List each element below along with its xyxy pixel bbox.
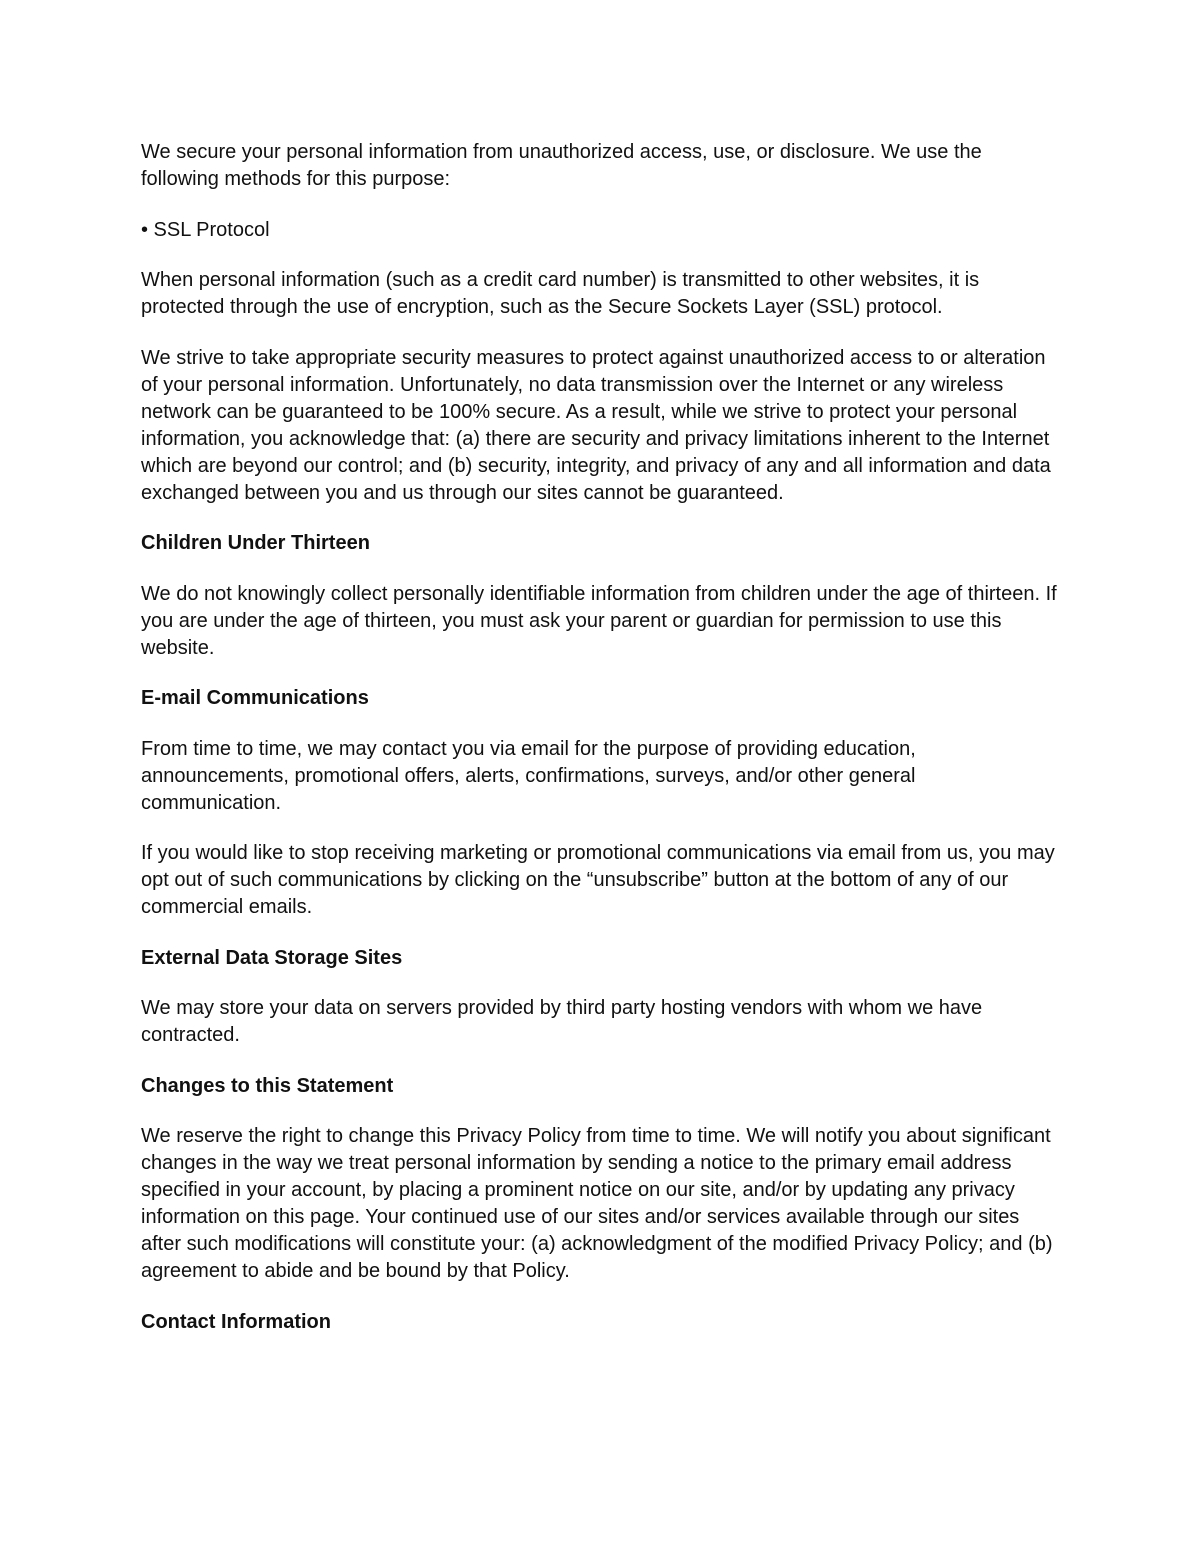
changes-paragraph: We reserve the right to change this Privacy Policy from time to time. We will notify you about significant changes in the way we treat personal information by sending a notice to the primary email address specified in your account, by placing a prominent notice on our site, and/or by updating any privacy information on this page. Your continued use of our sites and/or services available through our sites after such modifications will constitute your: (a) acknowledgment of the modified Privacy Policy; and (b) agreement to abide and be bound by that Policy. xyxy=(141,1125,1053,1282)
ssl-paragraph: When personal information (such as a credit card number) is transmitted to other websites, it is protected through the use of encryption, such as the Secure Sockets Layer (SSL) protocol. xyxy=(141,269,980,318)
email-heading: E-mail Communications xyxy=(141,687,369,709)
children-heading: Children Under Thirteen xyxy=(141,532,370,554)
security-intro-paragraph: We secure your personal information from unauthorized access, use, or disclosure. We use the following methods for this purpose: xyxy=(141,141,982,190)
ssl-bullet-item: • SSL Protocol xyxy=(141,218,270,241)
changes-heading: Changes to this Statement xyxy=(141,1074,394,1097)
document-body xyxy=(141,139,1061,1359)
children-paragraph: We do not knowingly collect personally identifiable information from children under the age of thirteen. If you are under the age of thirteen, you must ask your parent or guardian for permission to use this website. xyxy=(141,582,1057,659)
email-paragraph-1: From time to time, we may contact you via email for the purpose of providing education, announcements, promotional offers, alerts, confirmations, surveys, and/or other general communication. xyxy=(141,737,916,814)
email-paragraph-2: If you would like to stop receiving marketing or promotional communications via email from us, you may opt out of such communications by clicking on the “unsubscribe” button at the bottom of any of our commercial emails. xyxy=(141,842,1055,918)
contact-heading: Contact Information xyxy=(141,1310,331,1333)
security-measures-paragraph: We strive to take appropriate security measures to protect against unauthorized access to or alteration of your personal information. Unfortunately, no data transmission over the Internet or any wireless network can be guaranteed to be 100% secure. As a result, while we strive to protect your personal information, you acknowledge that: (a) there are security and privacy limitations inherent to the Internet which are beyond our control; and (b) security, integrity, and privacy of any and all information and data exchanged between you and us through our sites cannot be guaranteed. xyxy=(141,346,1051,504)
storage-heading: External Data Storage Sites xyxy=(141,946,403,969)
storage-paragraph: We may store your data on servers provided by third party hosting vendors with whom we have contracted. xyxy=(141,997,983,1046)
